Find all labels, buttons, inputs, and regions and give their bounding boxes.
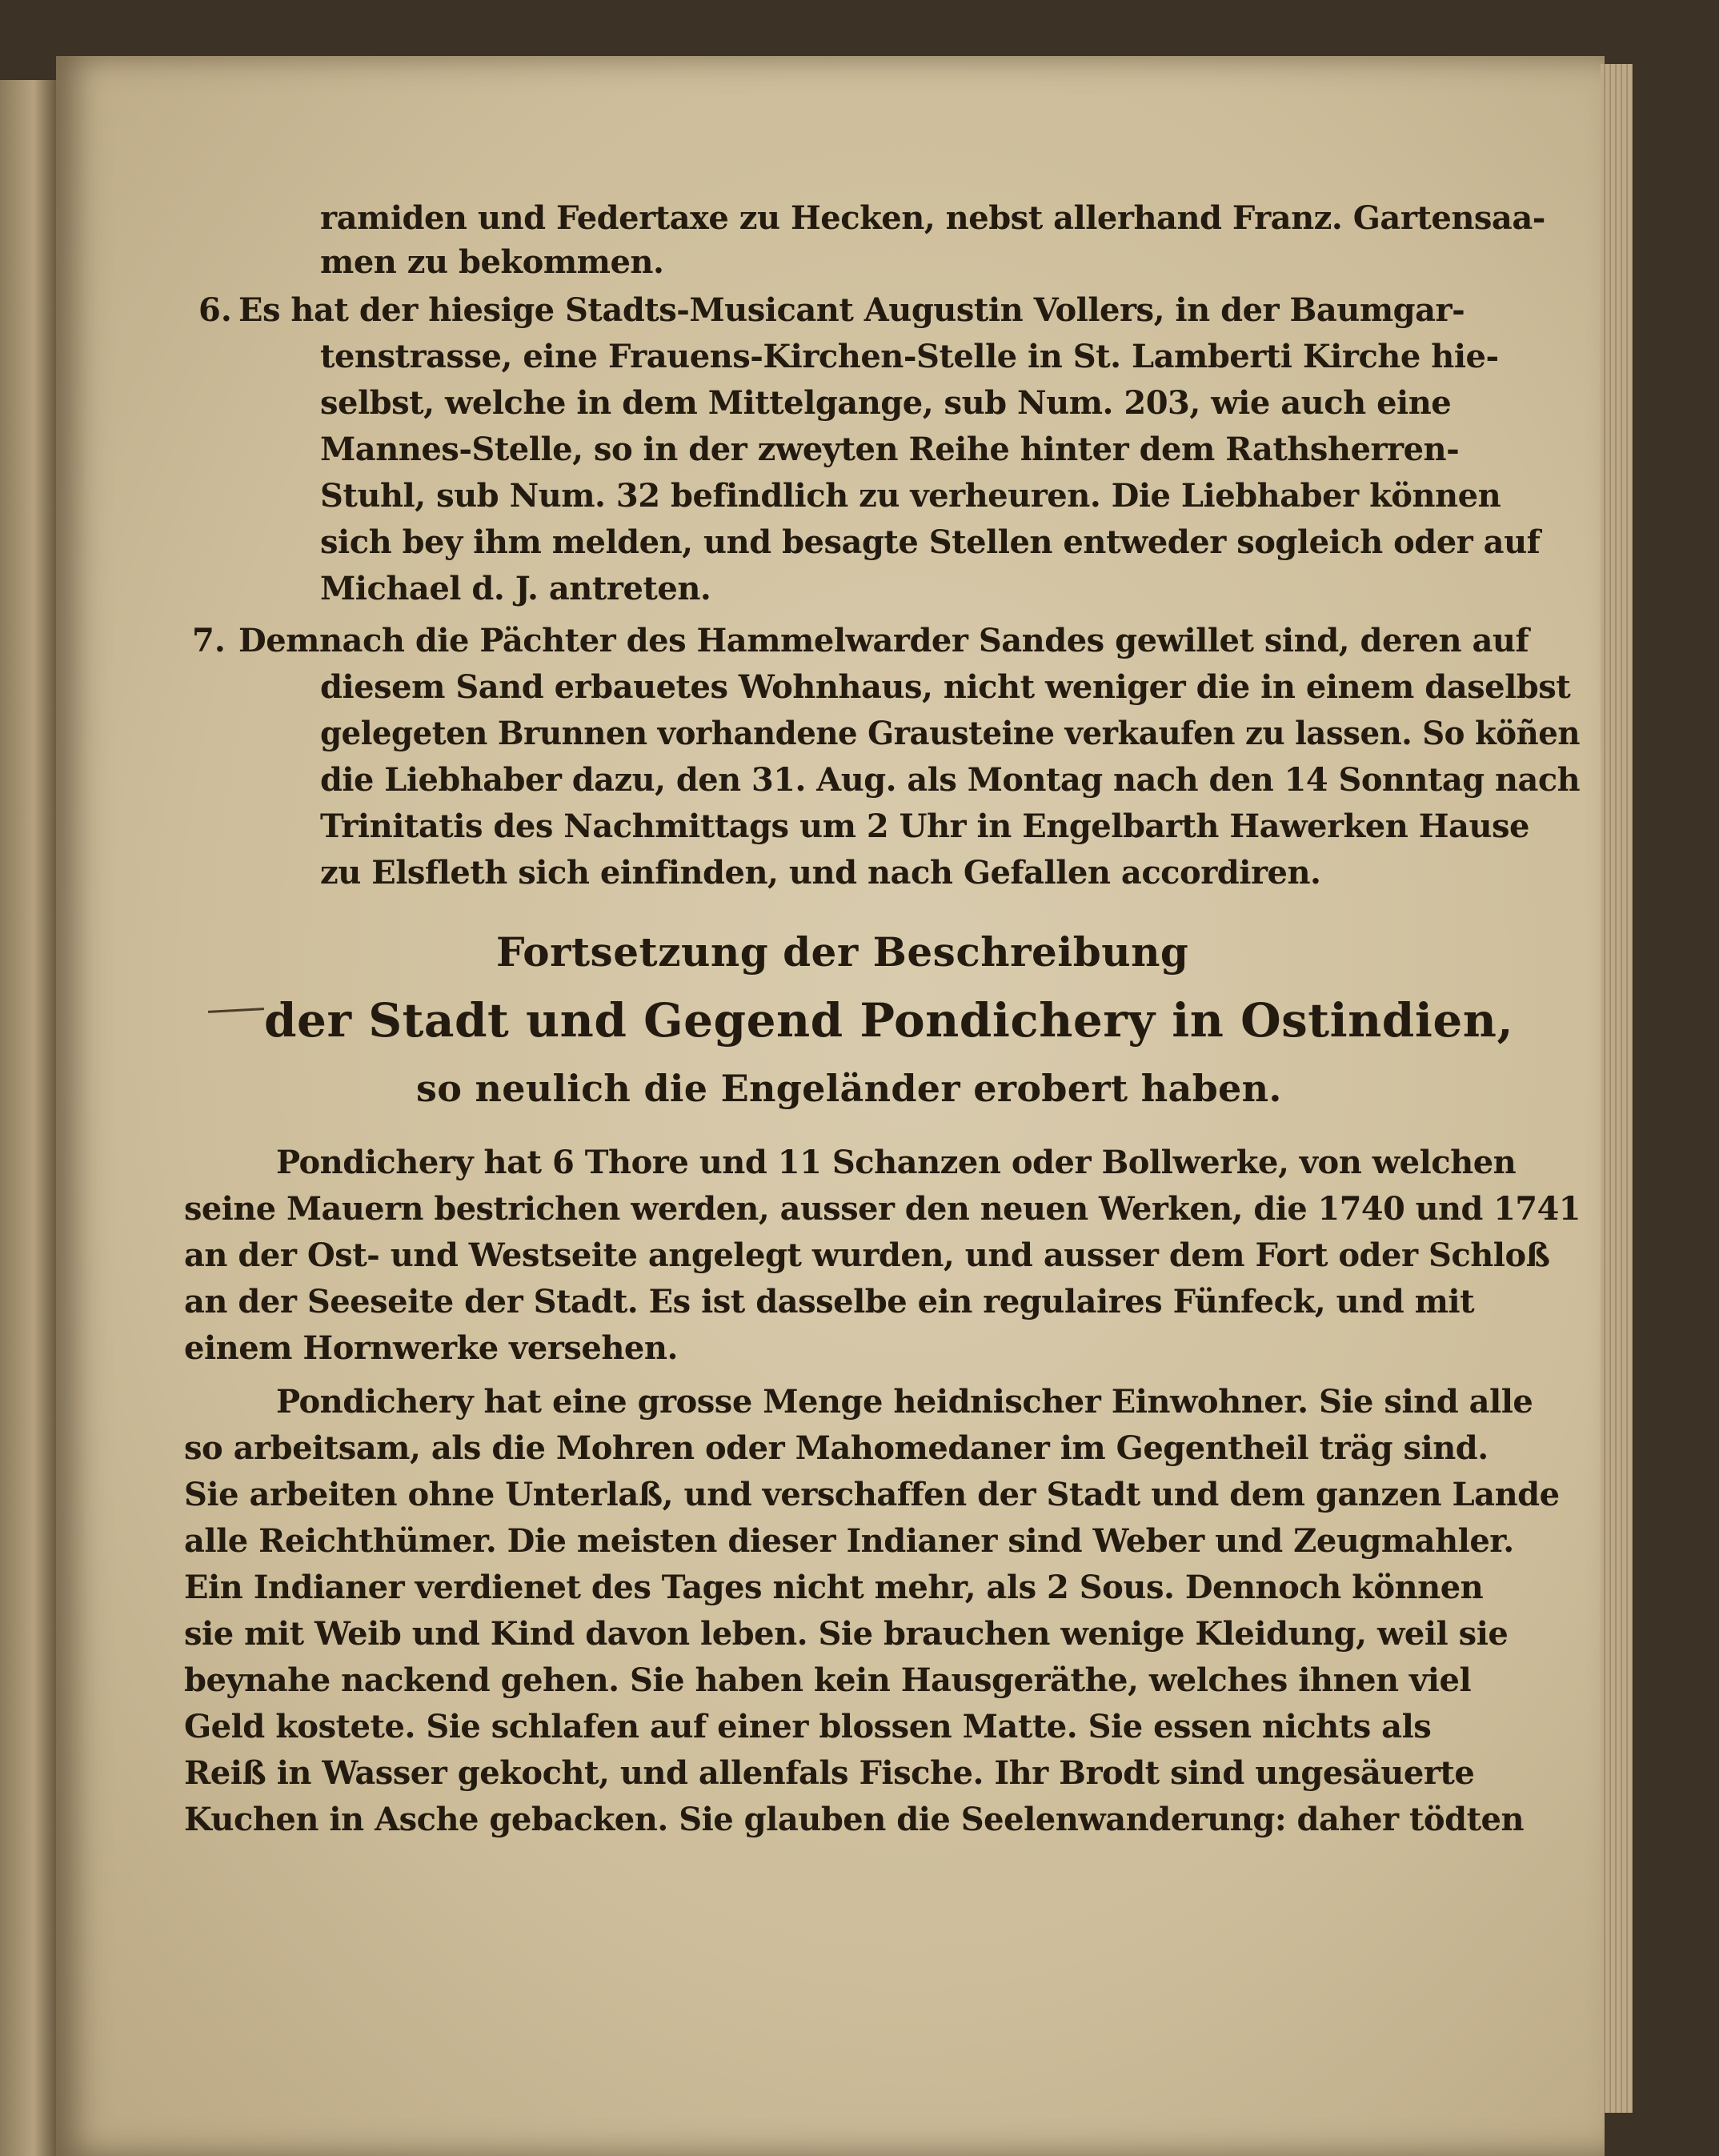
text-line: men zu bekommen. xyxy=(320,243,664,281)
item-number: 7. xyxy=(192,622,226,659)
text-line: diesem Sand erbauetes Wohnhaus, nicht weniger die in einem daselbst xyxy=(320,668,1571,706)
text-line: Es hat der hiesige Stadts-Musicant Augustin Vollers, in der Baumgar- xyxy=(238,291,1465,329)
text-line: die Liebhaber dazu, den 31. Aug. als Montag nach den 14 Sonntag nach xyxy=(320,761,1581,799)
heading-line-2: der Stadt und Gegend Pondichery in Ostindien, xyxy=(264,993,1514,1048)
text-line: sich bey ihm melden, und besagte Stellen entweder sogleich oder auf xyxy=(320,523,1541,561)
text-line: Geld kostete. Sie schlafen auf einer blossen Matte. Sie essen nichts als xyxy=(184,1708,1432,1745)
text-line: Demnach die Pächter des Hammelwarder Sandes gewillet sind, deren auf xyxy=(238,622,1529,659)
text-line: alle Reichthümer. Die meisten dieser Indianer sind Weber und Zeugmahler. xyxy=(184,1522,1514,1560)
text-line: sie mit Weib und Kind davon leben. Sie brauchen wenige Kleidung, weil sie xyxy=(184,1615,1509,1653)
text-line: beynahe nackend gehen. Sie haben kein Hausgeräthe, welches ihnen viel xyxy=(184,1661,1472,1699)
text-line: Reiß in Wasser gekocht, und allenfals Fische. Ihr Brodt sind ungesäuerte xyxy=(184,1754,1475,1792)
item-number: 6. xyxy=(198,291,232,329)
text-line: Trinitatis des Nachmittags um 2 Uhr in Engelbarth Hawerken Hause xyxy=(320,807,1529,845)
heading-line-3: so neulich die Engeländer erobert haben. xyxy=(416,1067,1282,1110)
text-line: zu Elsfleth sich einfinden, und nach Gefallen accordiren. xyxy=(320,854,1321,892)
heading-line-1: Fortsetzung der Beschreibung xyxy=(496,928,1189,976)
text-line: selbst, welche in dem Mittelgange, sub Num. 203, wie auch eine xyxy=(320,384,1452,422)
text-line: einem Hornwerke versehen. xyxy=(184,1329,678,1367)
text-line: Sie arbeiten ohne Unterlaß, und verschaffen der Stadt und dem ganzen Lande xyxy=(184,1476,1560,1513)
text-line: gelegeten Brunnen vorhandene Grausteine verkaufen zu lassen. So köñen xyxy=(320,715,1580,752)
text-line: seine Mauern bestrichen werden, ausser den neuen Werken, die 1740 und 1741 xyxy=(184,1190,1581,1228)
text-line: Kuchen in Asche gebacken. Sie glauben die Seelenwanderung: daher tödten xyxy=(184,1801,1525,1838)
text-line: Ein Indianer verdienet des Tages nicht mehr, als 2 Sous. Dennoch können xyxy=(184,1569,1484,1606)
text-line: Mannes-Stelle, so in der zweyten Reihe hinter dem Rathsherren- xyxy=(320,431,1460,468)
text-line: an der Seeseite der Stadt. Es ist dasselbe ein regulaires Fünfeck, und mit xyxy=(184,1283,1475,1320)
text-line: Pondichery hat 6 Thore und 11 Schanzen oder Bollwerke, von welchen xyxy=(276,1144,1517,1181)
text-line: ramiden und Federtaxe zu Hecken, nebst allerhand Franz. Gartensaa- xyxy=(320,199,1545,237)
heading-rule xyxy=(208,1008,264,1013)
text-line: Stuhl, sub Num. 32 befindlich zu verheuren. Die Liebhaber können xyxy=(320,477,1501,515)
text-line: so arbeitsam, als die Mohren oder Mahomedaner im Gegentheil träg sind. xyxy=(184,1429,1489,1467)
text-line: Pondichery hat eine grosse Menge heidnischer Einwohner. Sie sind alle xyxy=(276,1383,1533,1421)
text-line: Michael d. J. antreten. xyxy=(320,570,711,607)
text-line: tenstrasse, eine Frauens-Kirchen-Stelle in St. Lamberti Kirche hie- xyxy=(320,338,1499,375)
text-line: an der Ost- und Westseite angelegt wurden, und ausser dem Fort oder Schloß xyxy=(184,1236,1550,1274)
